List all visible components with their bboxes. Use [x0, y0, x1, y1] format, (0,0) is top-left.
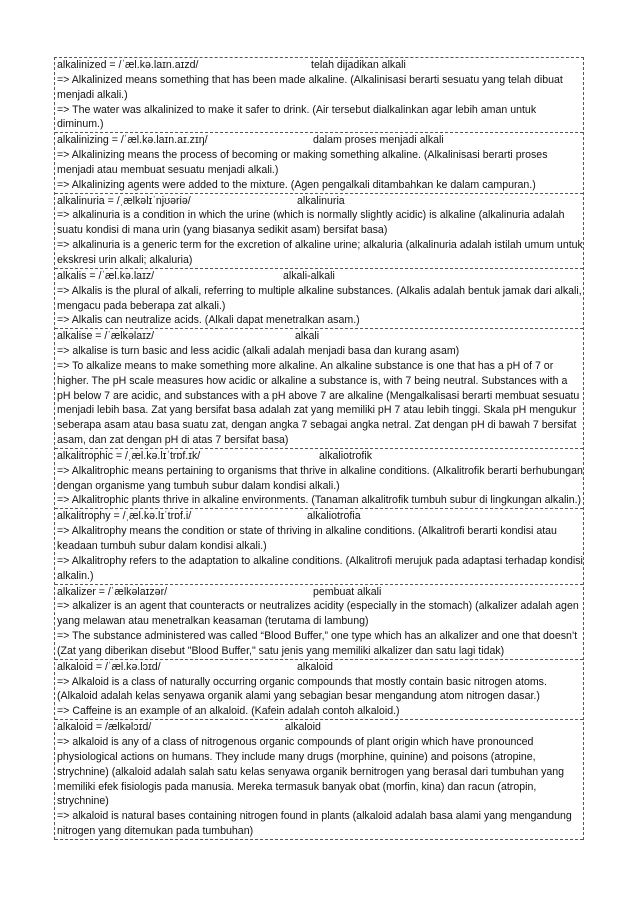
translation: alkali — [295, 330, 320, 343]
example-line: => alkaloid is natural bases containing nitrogen found in plants (alkaloid adalah basa alami yang mengandung nitrogen yang ditemukan pada tumbuhan) — [57, 810, 572, 838]
headword: alkalitrophic = /ˌæl.kə.lɪˈtrɒf.ɪk/ — [57, 449, 201, 462]
dictionary-entry — [55, 509, 583, 584]
dictionary-entry — [55, 269, 583, 329]
example-line: => Alkalinizing agents were added to the mixture. (Agen pengalkali ditambahkan ke dalam campuran.) — [57, 178, 536, 191]
example-line: => Alkalis is the plural of alkali, referring to multiple alkaline substances. (Alkalis adalah bentuk jamak dari alkali, mengacu pada beberapa zat alkali.) — [57, 284, 582, 312]
dictionary-entry — [55, 449, 583, 509]
example-line: => alkalizer is an agent that counteracts or neutralizes acidity (especially in the stomach) (alkalizer adalah agen yang melawan atau menetralkan keasaman (terutama di lambung) — [57, 600, 579, 628]
translation: alkali-alkali — [283, 269, 335, 282]
example-line: => Alkaloid is a class of naturally occurring organic compounds that mostly contain basic nitrogen atoms. (Alkaloid adalah kelas senyawa organik alami yang sebagian besar mengandung atom nitrogen dasar.) — [57, 675, 547, 703]
translation: telah dijadikan alkali — [311, 59, 406, 71]
translation: alkaliotrofik — [319, 449, 372, 462]
example-line: => Alkalis can neutralize acids. (Alkali dapat menetralkan asam.) — [57, 314, 360, 327]
entry-header — [57, 585, 583, 600]
example-line: => Alkalinized means something that has been made alkaline. (Alkalinisasi berarti sesuatu yang telah dibuat menjadi alkali.) — [57, 73, 563, 101]
dictionary-entry — [55, 660, 583, 720]
headword: alkalinized = /ˈæl.kə.laɪn.aɪzd/ — [57, 59, 199, 71]
headword: alkalis = /ˈæl.kə.laɪz/ — [57, 269, 155, 282]
entry-header — [57, 194, 583, 209]
entry-header — [57, 660, 583, 675]
dictionary-entry — [55, 58, 583, 133]
translation: alkaliotrofia — [307, 510, 361, 523]
example-line: => alkalinuria is a generic term for the excretion of alkaline urine; alkaluria (alkalinuria adalah istilah umum untuk ekskresi urin alkali; alkaluria) — [57, 239, 583, 266]
example-line: => Alkalinizing means the process of becoming or making something alkaline. (Alkalinisasi berarti proses menjadi atau membuat sesuatu menjadi alkali.) — [57, 149, 548, 176]
translation: dalam proses menjadi alkali — [313, 134, 444, 147]
headword: alkalizer = /ˈælkəlaɪzər/ — [57, 585, 168, 598]
entry-header — [57, 449, 583, 464]
dictionary-entry — [55, 585, 583, 660]
dictionary-document — [54, 57, 584, 840]
headword: alkalise = /ˈælkəlaɪz/ — [57, 330, 155, 343]
headword: alkaloid = /ælkəlɔɪd/ — [57, 721, 152, 734]
example-line: => Alkalitrophic means pertaining to organisms that thrive in alkaline conditions. (Alkalitrofik berarti berhubungan dengan organisme yang tumbuh subur dalam kondisi alkali.) — [57, 464, 583, 492]
dictionary-entry — [55, 133, 583, 193]
entry-header — [57, 58, 583, 73]
example-line: => alkaloid is any of a class of nitrogenous organic compounds of plant origin which have pronounced physiological actions on humans. They include many drugs (morphine, quinine) and poisons (atropine, strychnine) (alkaloid adalah salah satu kelas senyawa organik bernitrogen yang berasal dari tumbuhan yang memiliki efek fisiologis pada manusia. Mereka termasuk banyak obat (morfin, kina) dan racun (atropin, strychnine) — [57, 735, 565, 808]
translation: pembuat alkali — [313, 585, 382, 598]
example-line: => Alkalitrophic plants thrive in alkaline environments. (Tanaman alkalitrofik tumbuh subur di lingkungan alkalin.) — [57, 494, 582, 507]
example-line: => The substance administered was called “Blood Buffer,” one type which has an alkalizer and one that doesn’t (Zat yang diberikan disebut "Blood Buffer," satu jenis yang memiliki alkalizer dan satu lagi tidak) — [57, 630, 578, 657]
headword: alkalitrophy = /ˌæl.kə.lɪˈtrɒf.i/ — [57, 510, 192, 523]
entry-header — [57, 269, 583, 284]
entry-header — [57, 509, 583, 524]
example-line: => Alkalitrophy refers to the adaptation to alkaline conditions. (Alkalitrofi merujuk pada adaptasi terhadap kondisi alkalin.) — [57, 554, 583, 582]
example-line: => alkalise is turn basic and less acidic (alkali adalah menjadi basa dan kurang asam) — [57, 345, 460, 358]
dictionary-entry — [55, 194, 583, 269]
example-line: => alkalinuria is a condition in which the urine (which is normally slightly acidic) is alkaline (alkalinuria adalah suatu kondisi di mana urin (yang biasanya sedikit asam) bersifat basa) — [57, 209, 565, 237]
example-line: => Caffeine is an example of an alkaloid. (Kafein adalah contoh alkaloid.) — [57, 705, 400, 718]
headword: alkalinuria = /ˌælkəlɪˈnjʊəriə/ — [57, 194, 191, 207]
entry-header — [57, 720, 583, 735]
entry-header — [57, 133, 583, 148]
example-line: => To alkalize means to make something more alkaline. An alkaline substance is one that has a pH of 7 or higher. The pH scale measures how acidic or alkaline a substance is, with 7 being neutral. Substances with a pH below 7 are acidic, and substances with a pH above 7 are alkaline (Mengalkalisasi berarti membuat sesuatu menjadi lebih basa. Zat yang bersifat basa adalah zat yang memiliki pH 7 atau lebih tinggi. Skala pH mengukur seberapa asam atau basa suatu zat, dengan angka 7 sebagai angka netral. Zat dengan pH di bawah 7 bersifat asam, dan zat dengan pH di atas 7 bersifat basa) — [57, 359, 580, 447]
example-line: => Alkalitrophy means the condition or state of thriving in alkaline conditions. (Alkalitrofi berarti kondisi atau keadaan tumbuh subur dalam kondisi alkali.) — [57, 525, 557, 552]
translation: alkaloid — [285, 721, 321, 734]
entry-header — [57, 329, 583, 344]
dictionary-entry — [55, 329, 583, 449]
dictionary-entry — [55, 720, 583, 840]
headword: alkaloid = /ˈæl.kə.lɔɪd/ — [57, 660, 161, 673]
headword: alkalinizing = /ˈæl.kə.laɪn.aɪ.zɪŋ/ — [57, 134, 208, 147]
translation: alkaloid — [297, 660, 333, 673]
translation: alkalinuria — [297, 194, 345, 207]
example-line: => The water was alkalinized to make it safer to drink. (Air tersebut dialkalinkan agar lebih aman untuk diminum.) — [57, 103, 537, 131]
